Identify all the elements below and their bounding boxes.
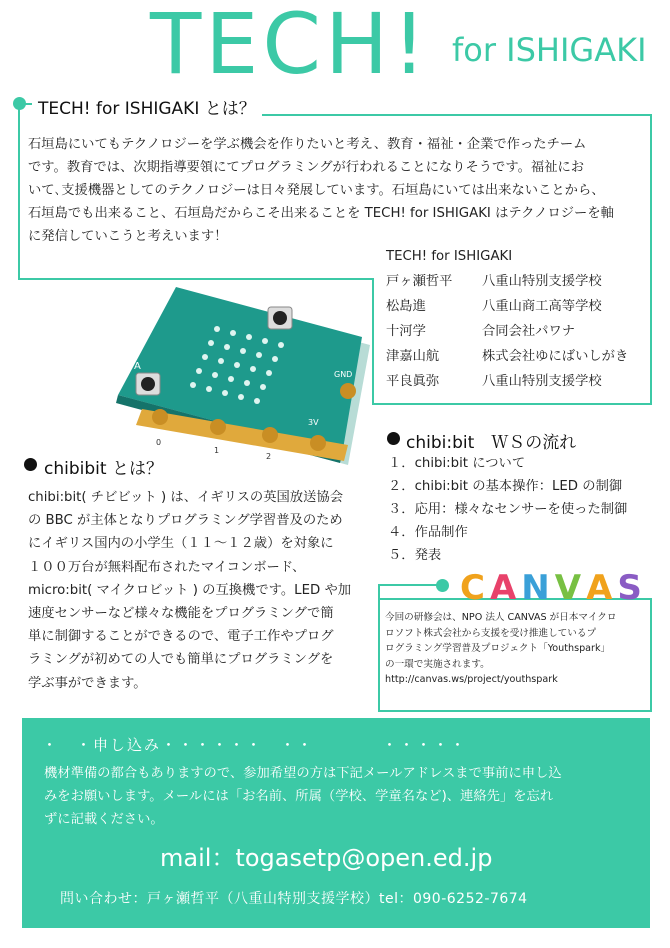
member-name: 戸ヶ瀬哲平 <box>386 274 453 289</box>
flow-item: ５．発表 <box>388 548 442 563</box>
canvas-logo <box>460 568 643 608</box>
frame-line-members-left <box>372 278 374 404</box>
chibibit-line: ラミングが初めての人でも簡単にプログラミングを <box>28 652 334 668</box>
apply-text <box>44 762 640 831</box>
label-3v: 3V <box>308 418 319 427</box>
pin-1-pad <box>210 419 226 435</box>
label-pin-2: 2 <box>266 452 272 461</box>
page-subtitle: for ISHIGAKI <box>452 31 647 69</box>
chibibit-line: 速度センサーなど様々な機能をプログラミングで簡 <box>28 606 334 622</box>
frame-line-left <box>18 104 20 280</box>
flow-heading: chibi:bit ＷＳの流れ <box>406 433 577 453</box>
member-name: 松島進 <box>386 299 426 314</box>
label-pin-1: 1 <box>214 446 220 455</box>
members-list <box>386 244 628 394</box>
canvas-line: ログラミング学習普及プロジェクト「Youthspark」 <box>385 643 611 654</box>
member-row <box>386 319 628 344</box>
about-line: いて､支援機器としてのテクノロジーは日々発展しています。石垣島にいては出来ないことから、 <box>28 183 605 198</box>
apply-line: ずに記載ください。 <box>44 812 164 827</box>
chibibit-text <box>28 486 378 695</box>
about-line: 石垣島でも出来ること、石垣島だからこそ出来ることを TECH! for ISHIGAKI はテクノロジーを軸 <box>28 206 614 221</box>
member-org: 八重山特別支援学校 <box>482 274 602 289</box>
pin-2-pad <box>262 427 278 443</box>
apply-line: みをお願いします。メールには「お名前、所属（学校、学童名など)、連絡先」を忘れ <box>44 789 554 804</box>
about-line: です。教育では、次期指導要領にてプログラミングが行われることになりそうです。福祉にお <box>28 160 585 175</box>
chibibit-line: 単に制御することができるので、電子工作やプログ <box>28 629 334 645</box>
member-org: 合同会社パワナ <box>482 324 576 339</box>
bullet-dot-flow <box>387 432 400 445</box>
canvas-connector-vertical <box>378 584 380 600</box>
about-heading: TECH! for ISHIGAKI とは？ <box>38 99 256 119</box>
bullet-dot-canvas <box>436 579 449 592</box>
about-line: に発信していこうと考えいます！ <box>28 229 228 244</box>
apply-contact: 問い合わせ：戸ヶ瀬哲平（八重山特別支援学校）tel：090-6252-7674 <box>60 891 528 907</box>
chibibit-line: 学ぶ事ができます。 <box>28 675 147 691</box>
flow-item: ２．chibi:bit の基本操作：LED の制御 <box>388 479 623 494</box>
canvas-connector-line <box>378 584 438 586</box>
apply-line: 機材準備の都合もありますので、参加希望の方は下記メールアドレスまで事前に申し込 <box>44 766 562 781</box>
canvas-logo-letter: C <box>460 568 486 608</box>
about-line: 石垣島にいてもテクノロジーを学ぶ機会を作りたいと考え、教育・福祉・企業で作ったチーム <box>28 137 587 152</box>
canvas-logo-letter: S <box>617 568 643 608</box>
member-name: 津嘉山航 <box>386 349 440 364</box>
button-a <box>141 377 155 391</box>
label-a: A <box>134 361 141 372</box>
canvas-line: 今回の研修会は、NPO 法人 CANVAS が日本マイクロ <box>385 612 617 623</box>
member-row <box>386 269 628 294</box>
frame-line-top-right <box>262 114 650 116</box>
member-org: 株式会社ゆにばいしがき <box>482 349 629 364</box>
pin-3v-pad <box>310 435 326 451</box>
flow-item: ４．作品制作 <box>388 525 468 540</box>
member-name: 平良眞弥 <box>386 374 440 389</box>
flow-item: ３．応用：様々なセンサーを使った制御 <box>388 502 628 517</box>
member-row <box>386 344 628 369</box>
canvas-logo-letter: V <box>554 568 583 608</box>
member-org: 八重山商工高等学校 <box>482 299 602 314</box>
chibibit-board-illustration <box>112 285 370 465</box>
members-title: TECH! for ISHIGAKI <box>386 249 513 264</box>
bullet-dot-chibibit <box>24 458 37 471</box>
member-row <box>386 294 628 319</box>
label-pin-0: 0 <box>156 438 162 447</box>
member-name: 十河学 <box>386 324 426 339</box>
button-b <box>273 311 287 325</box>
frame-line-under-members <box>372 403 652 405</box>
chibibit-heading: chibibit とは？ <box>44 459 163 479</box>
apply-heading: ・ ・申し込み・・・・・・ ・・ ・・・・・ <box>42 736 468 754</box>
page-title: TECH! <box>150 0 430 93</box>
chibibit-line: chibi:bit( チビビット ) は、イギリスの英国放送協会 <box>28 490 343 505</box>
canvas-line: ロソフト株式会社から支援を受け推進しているプ <box>385 627 597 639</box>
about-text <box>28 133 654 248</box>
chibibit-line: の BBC が主体となりプログラミング学習普及のため <box>28 513 343 529</box>
label-gnd: GND <box>334 370 353 379</box>
member-row <box>386 369 628 394</box>
flow-item: １．chibi:bit について <box>388 456 526 471</box>
member-org: 八重山特別支援学校 <box>482 374 602 389</box>
canvas-line: の一環で実施されます。 <box>385 658 490 670</box>
pin-gnd-pad <box>340 383 356 399</box>
flow-list <box>388 452 627 567</box>
canvas-logo-letter: A <box>489 568 518 608</box>
chibibit-line: にイギリス国内の小学生（１１～１２歳）を対象に <box>28 536 334 552</box>
pin-0-pad <box>152 409 168 425</box>
apply-email-link[interactable]: mail：togasetp@open.ed.jp <box>160 844 493 872</box>
canvas-text <box>385 610 647 688</box>
label-b: B <box>278 293 285 304</box>
canvas-logo-letter: A <box>586 568 614 608</box>
frame-line-mid <box>18 278 372 280</box>
canvas-logo-letter: N <box>521 568 551 608</box>
chibibit-line: micro:bit( マイクロビット ) の互換機です。LED や加 <box>28 582 352 598</box>
chibibit-line: １００万台が無料配布されたマイコンボード、 <box>28 559 306 575</box>
canvas-link[interactable]: http://canvas.ws/project/youthspark <box>385 674 558 685</box>
